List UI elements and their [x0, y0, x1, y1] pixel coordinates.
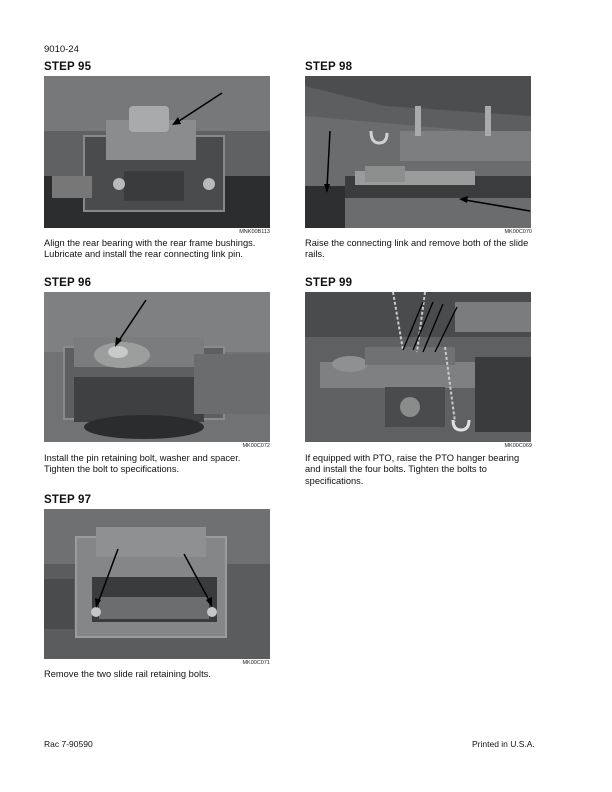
step-98-photo: [305, 76, 531, 228]
step-99-image-code: MK00C069: [504, 443, 532, 449]
step-99-photo: [305, 292, 531, 442]
step-95-caption: Align the rear bearing with the rear frame bushings. Lubricate and install the rear connecting link pin.: [44, 238, 256, 260]
step-97-caption: Remove the two slide rail retaining bolts.: [44, 669, 211, 679]
step-96-title: STEP 96: [44, 277, 92, 289]
step-97-photo: [44, 509, 270, 659]
step-99-title: STEP 99: [305, 277, 353, 289]
footer-printed-in: Printed in U.S.A.: [472, 739, 535, 749]
step-98-image-code: MK00C070: [504, 229, 532, 235]
step-98-title: STEP 98: [305, 61, 353, 73]
step-95-title: STEP 95: [44, 61, 92, 73]
step-97-title: STEP 97: [44, 494, 92, 506]
step-96-caption: Install the pin retaining bolt, washer and spacer. Tighten the bolt to specifications.: [44, 453, 241, 475]
footer-document-number: Rac 7-90590: [44, 739, 93, 749]
step-95-image-code: MNK00B113: [239, 229, 270, 235]
step-99-caption: If equipped with PTO, raise the PTO hanger bearing and install the four bolts. Tighten the bolts to specifications.: [305, 453, 520, 486]
step-96-image-code: MK00C072: [242, 443, 270, 449]
step-98-caption: Raise the connecting link and remove both of the slide rails.: [305, 238, 529, 260]
step-97-image-code: MK00C071: [242, 660, 270, 666]
page-number: 9010-24: [44, 44, 79, 55]
step-96-photo: [44, 292, 270, 442]
step-95-photo: [44, 76, 270, 228]
